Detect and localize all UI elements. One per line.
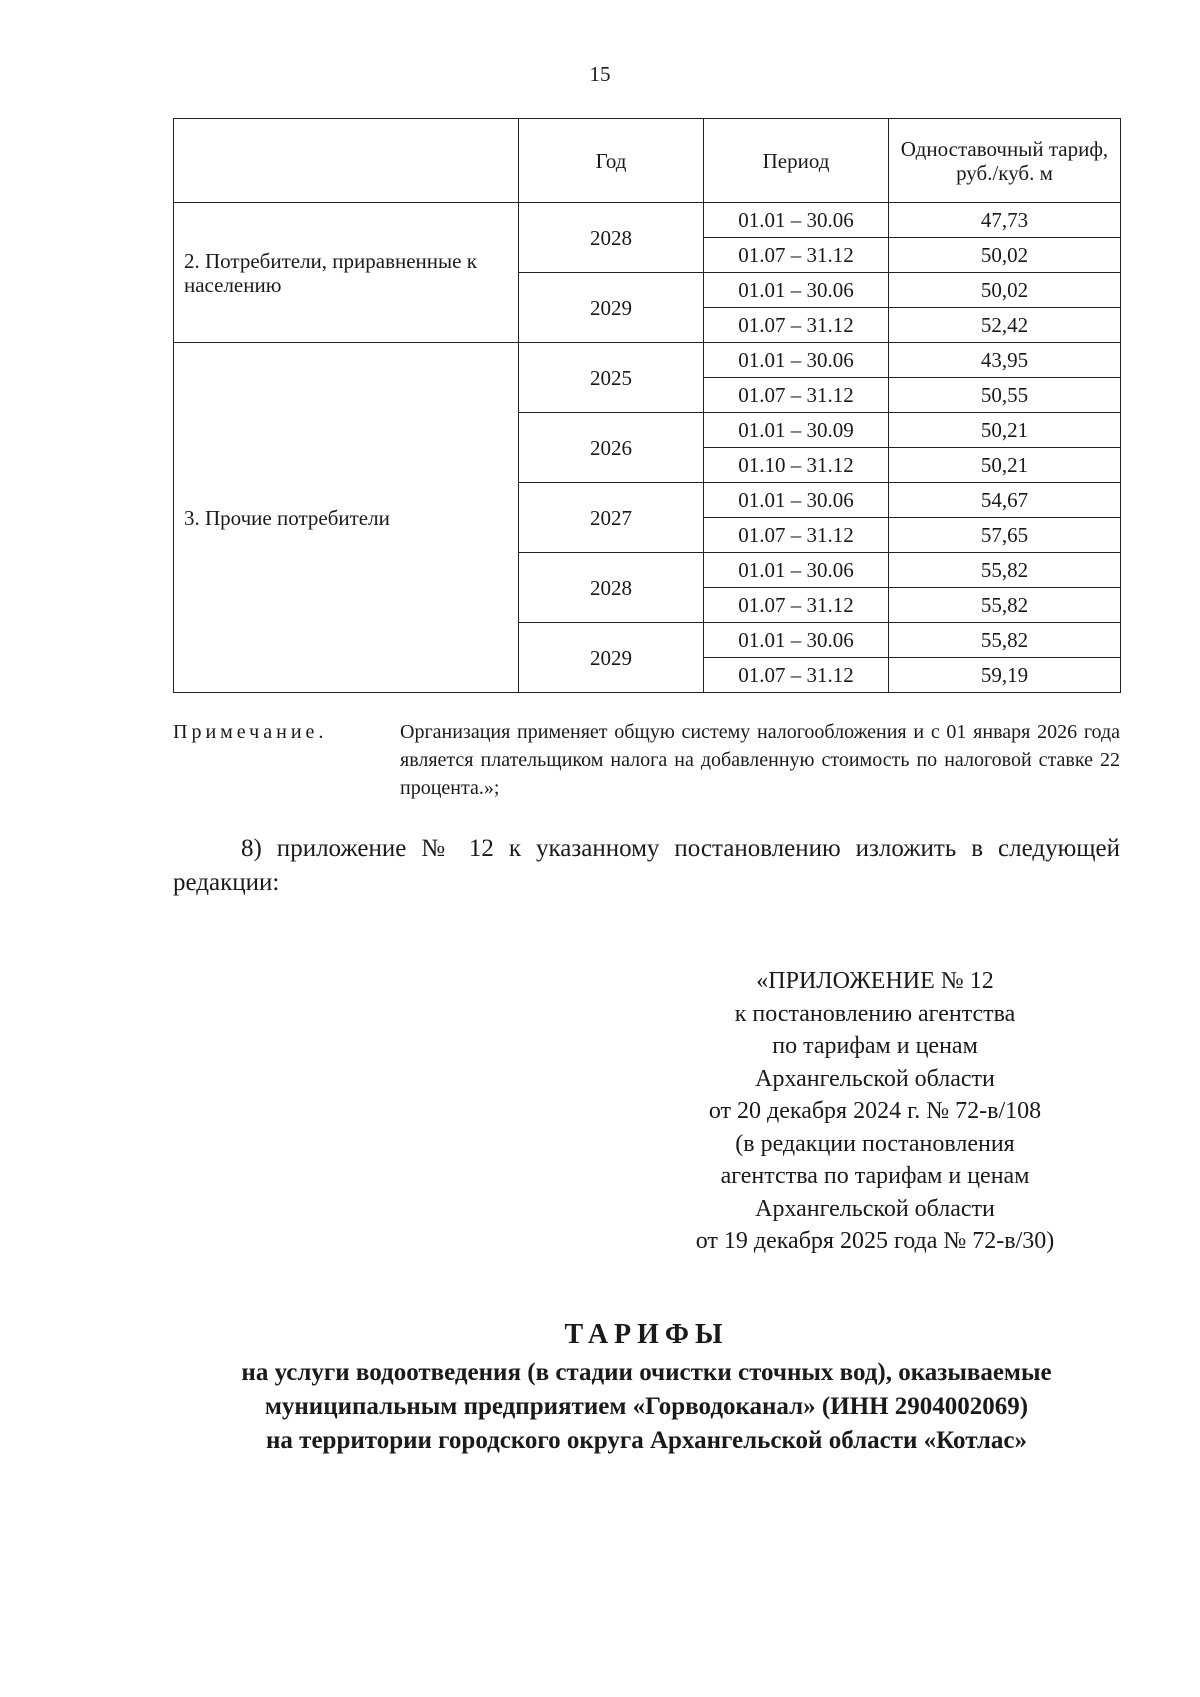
cell-tariff: 50,21: [889, 448, 1121, 483]
cell-tariff: 54,67: [889, 483, 1121, 518]
title-line: на услуги водоотведения (в стадии очистки сточных вод), оказываемые: [241, 1359, 1052, 1386]
appendix-line: Архангельской области: [755, 1065, 995, 1092]
cell-period: 01.01 – 30.09: [704, 413, 889, 448]
note-text: Организация применяет общую систему налогообложения и с 01 января 2026 года является плательщиком налога на добавленную стоимость по налоговой ставке 22 процента.»;: [400, 721, 1120, 799]
page-number: 15: [589, 62, 611, 86]
cell-tariff: 50,21: [889, 413, 1121, 448]
cell-tariff: 55,82: [889, 623, 1121, 658]
cell-period: 01.07 – 31.12: [704, 238, 889, 273]
cell-tariff: 57,65: [889, 518, 1121, 553]
cell-year: 2029: [519, 273, 704, 343]
document-title: [173, 1318, 1120, 1458]
cell-period: 01.07 – 31.12: [704, 588, 889, 623]
cell-tariff: 50,55: [889, 378, 1121, 413]
header-period: Период: [704, 119, 889, 203]
cell-tariff: 55,82: [889, 588, 1121, 623]
cell-tariff: 50,02: [889, 273, 1121, 308]
cell-tariff: 47,73: [889, 203, 1121, 238]
appendix-header: [640, 965, 1110, 1258]
cell-tariff: 55,82: [889, 553, 1121, 588]
appendix-line: «ПРИЛОЖЕНИЕ № 12: [756, 968, 994, 994]
title-line: на территории городского округа Архангельской области «Котлас»: [266, 1427, 1027, 1454]
cell-year: 2026: [519, 413, 704, 483]
cell-period: 01.01 – 30.06: [704, 623, 889, 658]
cell-period: 01.10 – 31.12: [704, 448, 889, 483]
header-category: [174, 119, 519, 203]
cell-category: 3. Прочие потребители: [174, 343, 519, 693]
cell-period: 01.01 – 30.06: [704, 273, 889, 308]
cell-tariff: 43,95: [889, 343, 1121, 378]
cell-year: 2027: [519, 483, 704, 553]
cell-year: 2029: [519, 623, 704, 693]
title-line: муниципальным предприятием «Горводоканал» (ИНН 2904002069): [264, 1393, 1029, 1420]
appendix-line: по тарифам и ценам: [772, 1033, 978, 1059]
appendix-line: агентства по тарифам и ценам: [720, 1163, 1030, 1189]
cell-period: 01.07 – 31.12: [704, 378, 889, 413]
cell-year: 2028: [519, 203, 704, 273]
appendix-line: от 20 декабря 2024 г. № 72-в/108: [708, 1098, 1042, 1124]
table-row: [174, 203, 1121, 238]
cell-year: 2028: [519, 553, 704, 623]
cell-period: 01.07 – 31.12: [704, 308, 889, 343]
title-heading: ТАРИФЫ: [564, 1319, 729, 1350]
table-header-row: [174, 119, 1121, 203]
cell-tariff: 52,42: [889, 308, 1121, 343]
cell-period: 01.01 – 30.06: [704, 203, 889, 238]
tariff-table: [173, 118, 1121, 693]
cell-period: 01.01 – 30.06: [704, 343, 889, 378]
table-row: [174, 343, 1121, 378]
cell-tariff: 50,02: [889, 238, 1121, 273]
header-tariff: Одноставочный тариф, руб./куб. м: [889, 119, 1121, 203]
cell-year: 2025: [519, 343, 704, 413]
cell-period: 01.07 – 31.12: [704, 518, 889, 553]
cell-period: 01.01 – 30.06: [704, 483, 889, 518]
cell-period: 01.07 – 31.12: [704, 658, 889, 693]
appendix-line: (в редакции постановления: [735, 1130, 1015, 1157]
cell-tariff: 59,19: [889, 658, 1121, 693]
cell-category: 2. Потребители, приравненные к населению: [174, 203, 519, 343]
appendix-line: от 19 декабря 2025 года № 72-в/30): [695, 1228, 1055, 1254]
note-label: Примечание.: [173, 721, 328, 743]
table-body: [174, 203, 1121, 693]
appendix-line: к постановлению агентства: [734, 1000, 1016, 1027]
cell-period: 01.01 – 30.06: [704, 553, 889, 588]
header-year: Год: [519, 119, 704, 203]
appendix-line: Архангельской области: [755, 1195, 995, 1222]
clause-8: 8) приложение № 12 к указанному постановлению изложить в следующей редакции:: [173, 835, 1120, 896]
